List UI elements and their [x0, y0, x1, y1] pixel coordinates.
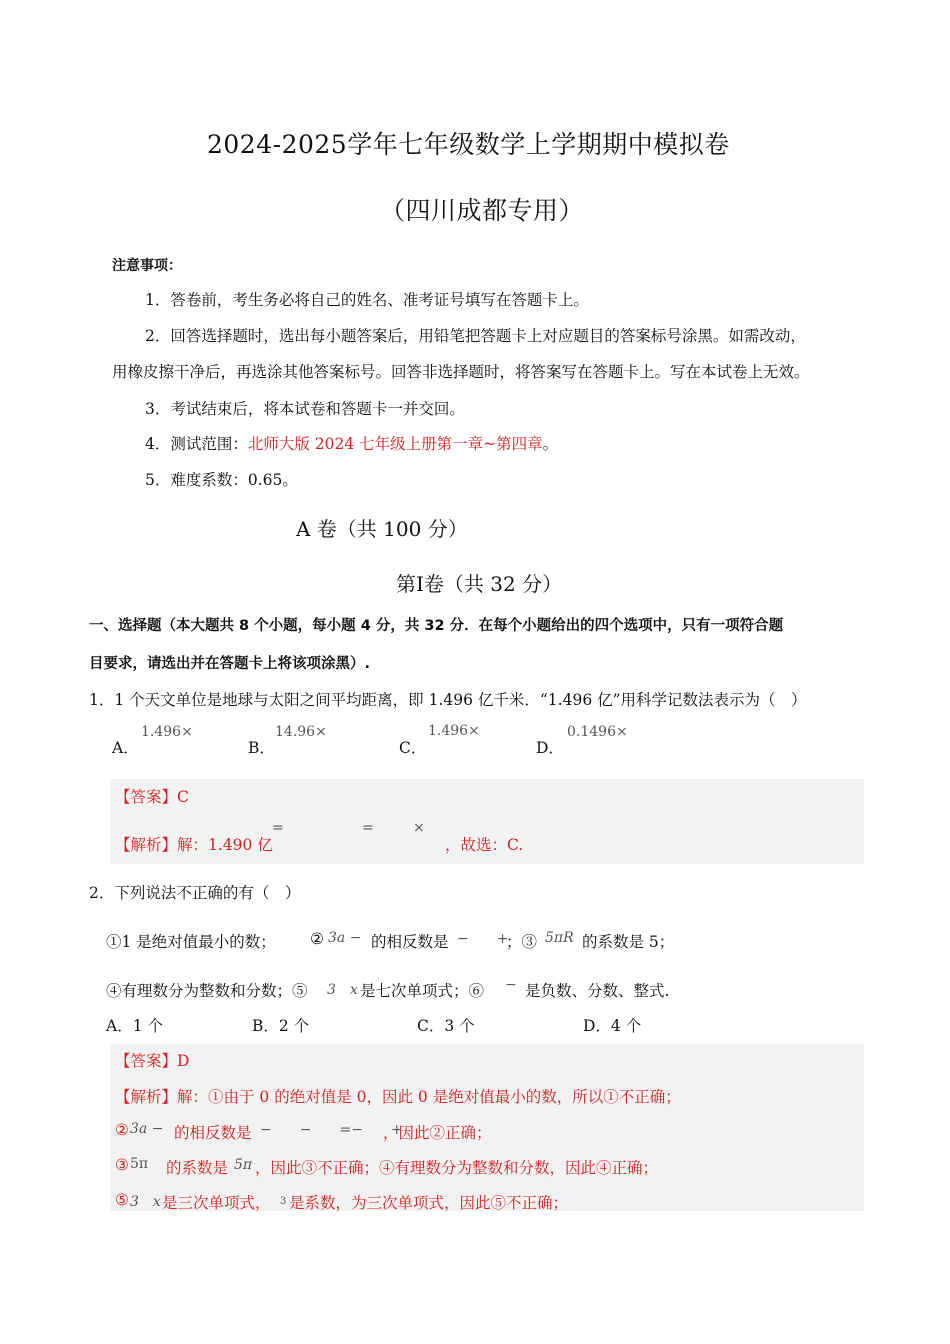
q2-statement-2-math: 3a − — [328, 930, 362, 946]
question-2-stem: 2．下列说法不正确的有（ ） — [89, 884, 301, 902]
notice-item-4-prefix: 4．测试范围： — [145, 435, 248, 453]
q1-option-d-label: D． — [536, 739, 564, 757]
q2-analysis-2-opposite: − − =− + — [260, 1122, 403, 1138]
q1-analysis-prefix: 【解析】解：1.490 亿 — [115, 836, 273, 854]
q1-option-a-math: 1.496× — [141, 724, 193, 740]
q1-option-d-math: 0.1496× — [567, 724, 628, 740]
q2-statement-1: ①1 是绝对值最小的数； — [106, 933, 276, 951]
notice-heading: 注意事项： — [112, 258, 182, 274]
part-one-instructions-line-1: 一、选择题（本大题共 8 个小题，每小题 4 分，共 32 分．在每个小题给出的四个选项中，只有一项符合题 — [89, 618, 784, 634]
q2-statement-3-math: 5πR — [545, 930, 574, 946]
q2-analysis-3-text: 的系数是 — [166, 1159, 229, 1177]
q2-statement-2-text: 的相反数是 — [371, 933, 449, 951]
question-1-stem: 1．1 个天文单位是地球与太阳之间平均距离，即 1.496 亿千米．“1.496 亿”用科学记数法表示为（ ） — [89, 691, 807, 709]
notice-item-4-suffix: 。 — [542, 435, 559, 453]
q1-analysis-eq-2: = — [362, 820, 374, 836]
q2-statement-2-opposite: − + — [457, 931, 509, 947]
q2-analysis-2-conclusion: ，因此②正确； — [383, 1124, 492, 1142]
part-one-instructions-line-2: 目要求，请选出并在答题卡上将该项涂黑）. — [89, 656, 371, 672]
q1-option-c-math: 1.496× — [428, 723, 480, 739]
q2-answer: 【答案】D — [115, 1052, 190, 1070]
q2-analysis-4-coefficient: 3 — [280, 1196, 287, 1207]
volume-a-heading: A 卷（共 100 分） — [296, 517, 468, 541]
q2-analysis-2-text: 的相反数是 — [174, 1124, 252, 1142]
q2-analysis-3-conclusion: ，因此③不正确；④有理数分为整数和分数，因此④正确； — [255, 1159, 659, 1177]
q2-analysis-4-marker: ⑤ — [115, 1191, 129, 1209]
q2-statement-6-text: 是负数、分数、整式. — [525, 982, 670, 1000]
q2-analysis-2-math: 3a − — [130, 1121, 164, 1137]
q2-analysis-3-marker: ③ — [115, 1156, 129, 1174]
notice-item-5: 5．难度系数：0.65。 — [145, 471, 298, 489]
q2-analysis-line-1: 【解析】解：①由于 0 的绝对值是 0，因此 0 是绝对值最小的数，所以①不正确； — [115, 1088, 681, 1106]
q2-statement-3-marker: ；③ — [506, 933, 538, 951]
q2-option-b: B．2 个 — [252, 1017, 310, 1035]
q1-analysis-eq-1: = — [272, 820, 284, 836]
q1-analysis-times: × — [413, 820, 425, 836]
q2-statement-5-math: 3 x — [327, 982, 358, 998]
q2-statement-5-text: 是七次单项式；⑥ — [360, 982, 485, 1000]
q2-analysis-2-marker: ② — [115, 1121, 129, 1139]
q2-analysis-4-conclusion: 是系数，为三次单项式，因此⑤不正确； — [289, 1194, 569, 1212]
q2-analysis-4-math: 3 x — [130, 1194, 161, 1210]
notice-item-2-line-1: 2．回答选择题时，选出每小题答案后，用铅笔把答题卡上对应题目的答案标号涂黑。如需改动， — [145, 327, 806, 345]
test-scope: 北师大版 2024 七年级上册第一章~第四章 — [247, 435, 543, 453]
q2-option-c: C．3 个 — [417, 1017, 475, 1035]
q2-option-a: A．1 个 — [106, 1017, 163, 1035]
q1-option-c-label: C． — [399, 739, 427, 757]
notice-item-3: 3．考试结束后，将本试卷和答题卡一并交回。 — [145, 400, 465, 418]
q2-analysis-3-math: 5π — [130, 1156, 149, 1172]
exam-title: 2024-2025学年七年级数学上学期期中模拟卷 — [207, 130, 730, 159]
q1-analysis — [115, 833, 273, 855]
q2-statement-4-5: ④有理数分为整数和分数；⑤ — [106, 982, 308, 1000]
q1-option-a-label: A． — [112, 739, 139, 757]
q1-option-b-math: 14.96× — [275, 724, 327, 740]
q1-answer: 【答案】C — [115, 788, 189, 806]
notice-item-2-line-2: 用橡皮擦干净后，再选涂其他答案标号。回答非选择题时，将答案写在答题卡上。写在本试卷上无效。 — [112, 363, 810, 381]
exam-subtitle: （四川成都专用） — [380, 196, 585, 225]
q2-analysis-4-text: 是三次单项式， — [162, 1194, 271, 1212]
q1-analysis-suffix: ，故选：C. — [445, 836, 524, 854]
volume-one-heading: 第Ⅰ卷（共 32 分） — [396, 572, 563, 596]
q2-option-d: D．4 个 — [583, 1017, 642, 1035]
q2-analysis-3-coefficient: 5π — [234, 1157, 253, 1173]
q2-statement-2-marker: ② — [310, 930, 324, 948]
notice-item-4 — [145, 432, 558, 454]
notice-item-1: 1．答卷前，考生务必将自己的姓名、准考证号填写在答题卡上。 — [145, 291, 589, 309]
q2-statement-6-math: − — [505, 977, 517, 993]
q1-option-b-label: B． — [248, 739, 275, 757]
q2-statement-3-text: 的系数是 5； — [582, 933, 675, 951]
